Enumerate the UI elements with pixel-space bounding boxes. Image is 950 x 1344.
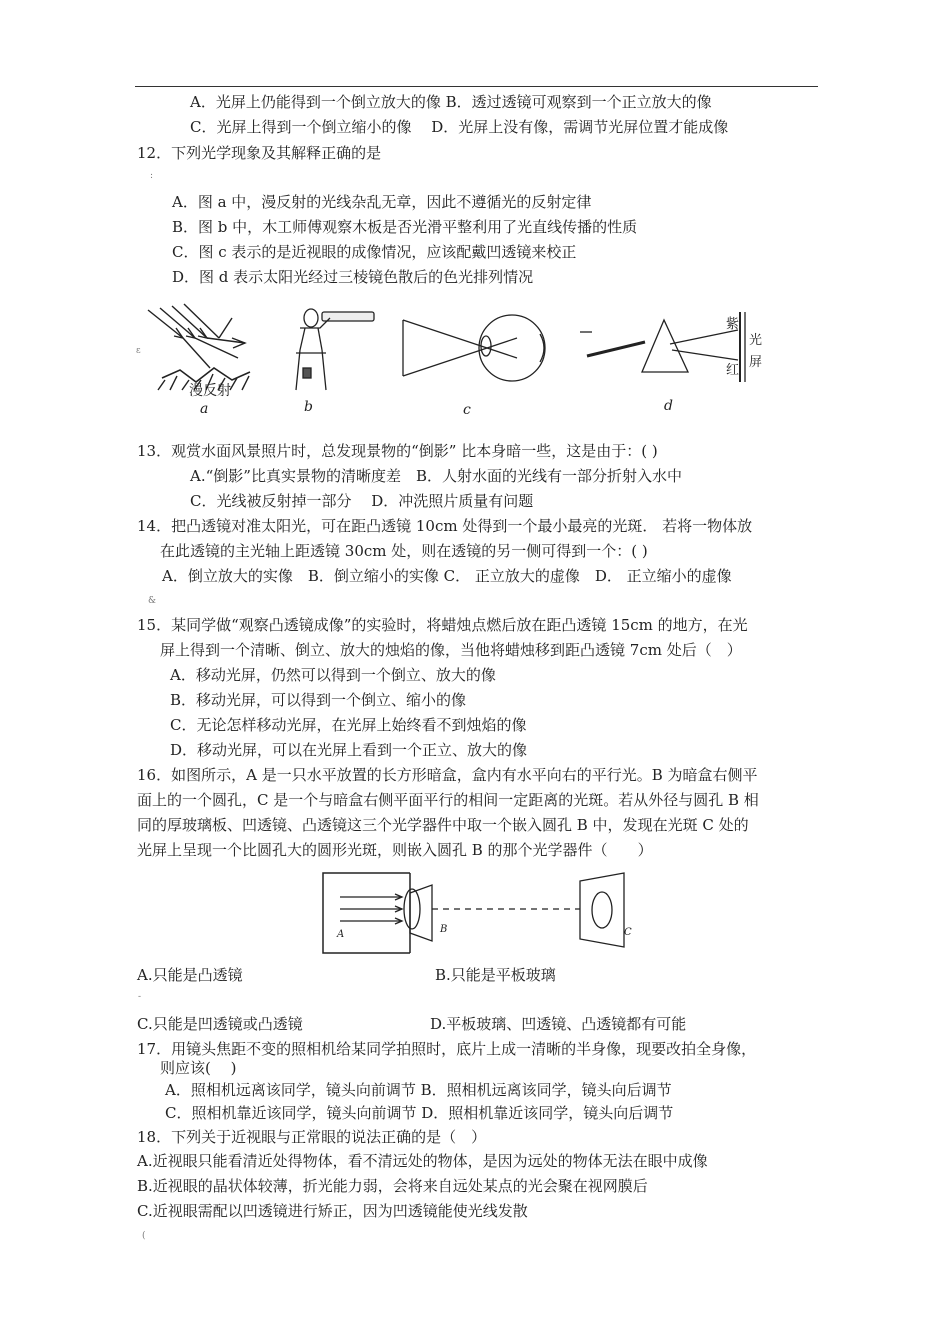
- stray-dot: (: [142, 1231, 146, 1241]
- q16-option-b: B.只能是平板玻璃: [435, 966, 556, 984]
- figure-d-red: 红: [726, 363, 740, 378]
- figure-d-screen-2: 屏: [749, 355, 763, 370]
- q16-figure: [0, 865, 950, 965]
- q14-options: A．倒立放大的实像 B．倒立缩小的实像 C． 正立放大的虚像 D． 正立缩小的虚像: [162, 567, 732, 585]
- q12-option-a: A．图 a 中，漫反射的光线杂乱无章，因此不遵循光的反射定律: [172, 193, 592, 211]
- q12-stem: 12．下列光学现象及其解释正确的是: [137, 144, 382, 162]
- stray-dot: &: [148, 596, 157, 606]
- q17-option-a-b: A．照相机远离该同学，镜头向前调节 B．照相机远离该同学，镜头向后调节: [165, 1081, 672, 1099]
- figure-d-screen-1: 光: [749, 333, 763, 348]
- q12-option-b: B．图 b 中，木工师傅观察木板是否光滑平整利用了光直线传播的性质: [172, 218, 638, 236]
- q12-option-d: D．图 d 表示太阳光经过三棱镜色散后的色光排列情况: [172, 268, 534, 286]
- figure-b-carpenter: [296, 309, 374, 390]
- q18-option-a: A.近视眼只能看清近处得物体，看不清远处的物体，是因为远处的物体无法在眼中成像: [137, 1152, 708, 1170]
- q17-stem-1: 17．用镜头焦距不变的照相机给某同学拍照时，底片上成一清晰的半身像，现要改拍全身像，: [137, 1040, 757, 1058]
- q11-option-a-b: A．光屏上仍能得到一个倒立放大的像 B．透过透镜可观察到一个正立放大的像: [190, 93, 712, 111]
- q15-stem-2: 屏上得到一个清晰、倒立、放大的烛焰的像，当他将蜡烛移到距凸透镜 7cm 处后（ ）: [160, 641, 742, 659]
- q16-label-a: A: [337, 929, 345, 940]
- q15-stem-1: 15．某同学做“观察凸透镜成像”的实验时，将蜡烛点燃后放在距凸透镜 15cm 的地方，在光: [137, 616, 748, 634]
- q16-label-b: B: [440, 924, 448, 935]
- q18-option-c: C.近视眼需配以凹透镜进行矫正，因为凹透镜能使光线发散: [137, 1202, 528, 1220]
- q12-figures: [0, 298, 950, 428]
- figure-a-label: a: [200, 401, 209, 417]
- q11-option-c-d: C．光屏上得到一个倒立缩小的像 D．光屏上没有像，需调节光屏位置才能成像: [190, 118, 729, 136]
- q13-option-c-d: C．光线被反射掉一部分 D．冲洗照片质量有问题: [190, 492, 534, 510]
- q15-option-a: A．移动光屏，仍然可以得到一个倒立、放大的像: [170, 666, 496, 684]
- stray-dot: ε: [136, 346, 141, 356]
- q16-option-c: C.只能是凹透镜或凸透镜: [137, 1015, 303, 1033]
- stray-dot: :: [150, 171, 154, 181]
- q15-option-b: B．移动光屏，可以得到一个倒立、缩小的像: [170, 691, 467, 709]
- q13-stem: 13．观赏水面风景照片时，总发现景物的“倒影” 比本身暗一些，这是由于：( ): [137, 442, 658, 460]
- figure-d-prism: [580, 312, 745, 382]
- q16-option-a: A.只能是凸透镜: [137, 966, 243, 984]
- q17-stem-2: 则应该( ): [160, 1059, 237, 1077]
- q13-option-a-b: A.“倒影”比真实景物的清晰度差 B．人射水面的光线有一部分折射入水中: [190, 467, 682, 485]
- figure-a-caption: 漫反射: [189, 383, 231, 399]
- q12-option-c: C．图 c 表示的是近视眼的成像情况，应该配戴凹透镜来校正: [172, 243, 577, 261]
- q14-stem-1: 14．把凸透镜对准太阳光，可在距凸透镜 10cm 处得到一个最小最亮的光斑． 若将一物体放: [137, 517, 753, 535]
- q16-label-c: C: [624, 927, 632, 938]
- q15-option-d: D．移动光屏，可以在光屏上看到一个正立、放大的像: [170, 741, 528, 759]
- q16-stem-2: 面上的一个圆孔，C 是一个与暗盒右侧平面平行的相间一定距离的光斑。若从外径与圆孔 B 相: [137, 791, 759, 809]
- q17-option-c-d: C．照相机靠近该同学，镜头向前调节 D．照相机靠近该同学，镜头向后调节: [165, 1104, 674, 1122]
- q14-stem-2: 在此透镜的主光轴上距透镜 30cm 处，则在透镜的另一侧可得到一个：( ): [160, 542, 648, 560]
- q16-stem-1: 16．如图所示，A 是一只水平放置的长方形暗盒，盒内有水平向右的平行光。B 为暗盒右侧平: [137, 766, 758, 784]
- q16-option-d: D.平板玻璃、凹透镜、凸透镜都有可能: [430, 1015, 687, 1033]
- q18-option-b: B.近视眼的晶状体较薄，折光能力弱，会将来自远处某点的光会聚在视网膜后: [137, 1177, 648, 1195]
- figure-a-diffuse-reflection: [148, 304, 250, 390]
- header-rule: [135, 86, 818, 87]
- figure-d-purple: 紫: [726, 317, 740, 332]
- figure-c-label: c: [463, 402, 471, 418]
- stray-dot: -: [138, 992, 142, 1002]
- q18-stem: 18．下列关于近视眼与正常眼的说法正确的是（ ）: [137, 1128, 487, 1146]
- figure-d-label: d: [664, 398, 673, 414]
- figure-b-label: b: [304, 399, 313, 415]
- q16-stem-3: 同的厚玻璃板、凹透镜、凸透镜这三个光学器件中取一个嵌入圆孔 B 中，发现在光斑 C 处的: [137, 816, 749, 834]
- figure-c-eye-diagram: [403, 315, 545, 381]
- q16-stem-4: 光屏上呈现一个比圆孔大的圆形光斑，则嵌入圆孔 B 的那个光学器件（ ）: [137, 841, 653, 859]
- q15-option-c: C．无论怎样移动光屏，在光屏上始终看不到烛焰的像: [170, 716, 527, 734]
